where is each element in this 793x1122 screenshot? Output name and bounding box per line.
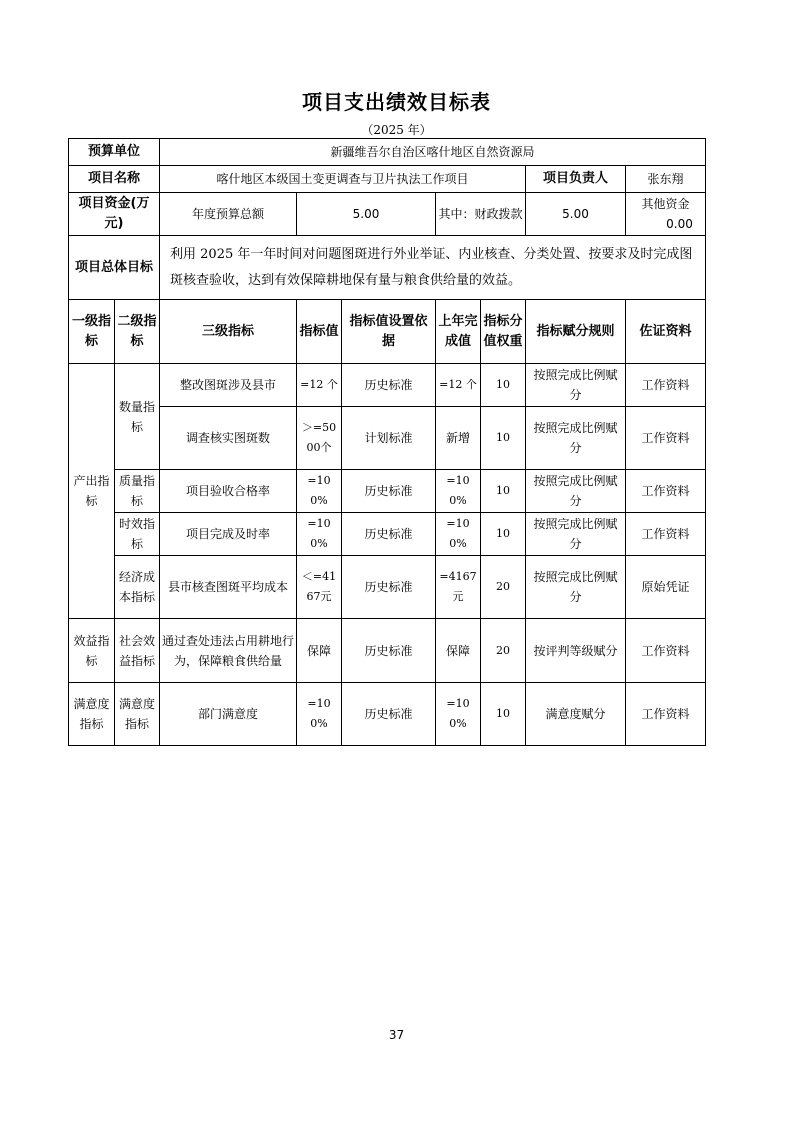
indicator-value: 保障 bbox=[297, 619, 342, 683]
indicator-weight: 10 bbox=[481, 513, 526, 556]
indicator-weight: 10 bbox=[481, 470, 526, 513]
indicator-name: 项目完成及时率 bbox=[160, 513, 297, 556]
group-benefit: 效益指标 bbox=[69, 619, 115, 683]
col-header-level2: 二级指标 bbox=[115, 300, 160, 364]
fiscal-funds-label: 其中：财政拨款 bbox=[436, 193, 526, 236]
indicator-basis: 历史标准 bbox=[342, 556, 436, 619]
indicator-basis: 计划标准 bbox=[342, 407, 436, 470]
indicator-last-year: =100% bbox=[436, 470, 481, 513]
project-person-value: 张东翔 bbox=[626, 166, 706, 193]
indicator-rule: 按照完成比例赋分 bbox=[526, 407, 626, 470]
year-label: （2025 年） bbox=[361, 123, 432, 137]
indicator-evidence: 工作资料 bbox=[626, 470, 706, 513]
goal-label: 项目总体目标 bbox=[69, 236, 160, 300]
indicator-basis: 历史标准 bbox=[342, 364, 436, 407]
table-row bbox=[69, 407, 706, 470]
indicator-value: =100% bbox=[297, 470, 342, 513]
table-row bbox=[69, 556, 706, 619]
project-name-label: 项目名称 bbox=[69, 166, 160, 193]
group-quality: 质量指标 bbox=[115, 470, 160, 513]
other-funds-label: 其他资金 bbox=[641, 197, 690, 211]
indicator-name: 通过查处违法占用耕地行为，保障粮食供给量 bbox=[160, 619, 297, 683]
group-timeliness: 时效指标 bbox=[115, 513, 160, 556]
col-header-last-year: 上年完成值 bbox=[436, 300, 481, 364]
indicator-name: 项目验收合格率 bbox=[160, 470, 297, 513]
indicator-last-year: =12 个 bbox=[436, 364, 481, 407]
performance-table bbox=[68, 138, 706, 746]
table-row bbox=[69, 683, 706, 746]
col-header-value: 指标值 bbox=[297, 300, 342, 364]
indicator-rule: 按照完成比例赋分 bbox=[526, 364, 626, 407]
indicator-name: 部门满意度 bbox=[160, 683, 297, 746]
indicator-evidence: 工作资料 bbox=[626, 407, 706, 470]
page-number: 37 bbox=[388, 1028, 405, 1042]
table-row bbox=[69, 513, 706, 556]
table-row bbox=[69, 364, 706, 407]
indicator-basis: 历史标准 bbox=[342, 513, 436, 556]
indicator-weight: 20 bbox=[481, 556, 526, 619]
indicator-value: =100% bbox=[297, 683, 342, 746]
group-economic-cost: 经济成本指标 bbox=[115, 556, 160, 619]
indicator-weight: 20 bbox=[481, 619, 526, 683]
indicator-basis: 历史标准 bbox=[342, 470, 436, 513]
table-row bbox=[69, 619, 706, 683]
col-header-weight: 指标分值权重 bbox=[481, 300, 526, 364]
indicator-weight: 10 bbox=[481, 364, 526, 407]
indicator-basis: 历史标准 bbox=[342, 619, 436, 683]
indicator-weight: 10 bbox=[481, 407, 526, 470]
goal-value: 利用 2025 年一年时间对问题图斑进行外业举证、内业核查、分类处置、按要求及时完成图斑核查验收，达到有效保障耕地保有量与粮食供给量的效益。 bbox=[160, 236, 706, 300]
group-social-benefit: 社会效益指标 bbox=[115, 619, 160, 683]
indicator-rule: 满意度赋分 bbox=[526, 683, 626, 746]
indicator-last-year: =4167元 bbox=[436, 556, 481, 619]
indicator-last-year: 新增 bbox=[436, 407, 481, 470]
other-funds-cell bbox=[626, 193, 706, 236]
group-quantity: 数量指标 bbox=[115, 364, 160, 470]
indicator-value: ＞=5000个 bbox=[297, 407, 342, 470]
indicator-evidence: 工作资料 bbox=[626, 683, 706, 746]
indicator-name: 整改图斑涉及县市 bbox=[160, 364, 297, 407]
annual-budget-value: 5.00 bbox=[297, 193, 436, 236]
annual-budget-label: 年度预算总额 bbox=[160, 193, 297, 236]
indicator-last-year: =100% bbox=[436, 513, 481, 556]
group-satisfaction-sub: 满意度指标 bbox=[115, 683, 160, 746]
project-name-value: 喀什地区本级国土变更调查与卫片执法工作项目 bbox=[160, 166, 526, 193]
indicator-rule: 按评判等级赋分 bbox=[526, 619, 626, 683]
indicator-weight: 10 bbox=[481, 683, 526, 746]
indicator-value: =12 个 bbox=[297, 364, 342, 407]
indicator-basis: 历史标准 bbox=[342, 683, 436, 746]
col-header-level1: 一级指标 bbox=[69, 300, 115, 364]
project-funds-label: 项目资金(万元) bbox=[69, 193, 160, 236]
project-person-label: 项目负责人 bbox=[526, 166, 626, 193]
fiscal-funds-value: 5.00 bbox=[526, 193, 626, 236]
indicator-evidence: 工作资料 bbox=[626, 513, 706, 556]
indicator-rule: 按照完成比例赋分 bbox=[526, 556, 626, 619]
indicator-name: 调查核实图斑数 bbox=[160, 407, 297, 470]
group-output: 产出指标 bbox=[69, 364, 115, 619]
indicator-value: =100% bbox=[297, 513, 342, 556]
budget-unit-value: 新疆维吾尔自治区喀什地区自然资源局 bbox=[160, 139, 706, 166]
indicator-evidence: 原始凭证 bbox=[626, 556, 706, 619]
indicator-evidence: 工作资料 bbox=[626, 364, 706, 407]
budget-unit-label: 预算单位 bbox=[69, 139, 160, 166]
col-header-basis: 指标值设置依据 bbox=[342, 300, 436, 364]
indicator-value: ＜=4167元 bbox=[297, 556, 342, 619]
col-header-level3: 三级指标 bbox=[160, 300, 297, 364]
indicator-last-year: =100% bbox=[436, 683, 481, 746]
indicator-rule: 按照完成比例赋分 bbox=[526, 470, 626, 513]
table-row bbox=[69, 470, 706, 513]
col-header-rule: 指标赋分规则 bbox=[526, 300, 626, 364]
other-funds-value: 0.00 bbox=[666, 217, 693, 231]
group-satisfaction: 满意度指标 bbox=[69, 683, 115, 746]
col-header-evidence: 佐证资料 bbox=[626, 300, 706, 364]
indicator-rule: 按照完成比例赋分 bbox=[526, 513, 626, 556]
page-title: 项目支出绩效目标表 bbox=[302, 90, 491, 114]
indicator-last-year: 保障 bbox=[436, 619, 481, 683]
indicator-evidence: 工作资料 bbox=[626, 619, 706, 683]
indicator-name: 县市核查图斑平均成本 bbox=[160, 556, 297, 619]
